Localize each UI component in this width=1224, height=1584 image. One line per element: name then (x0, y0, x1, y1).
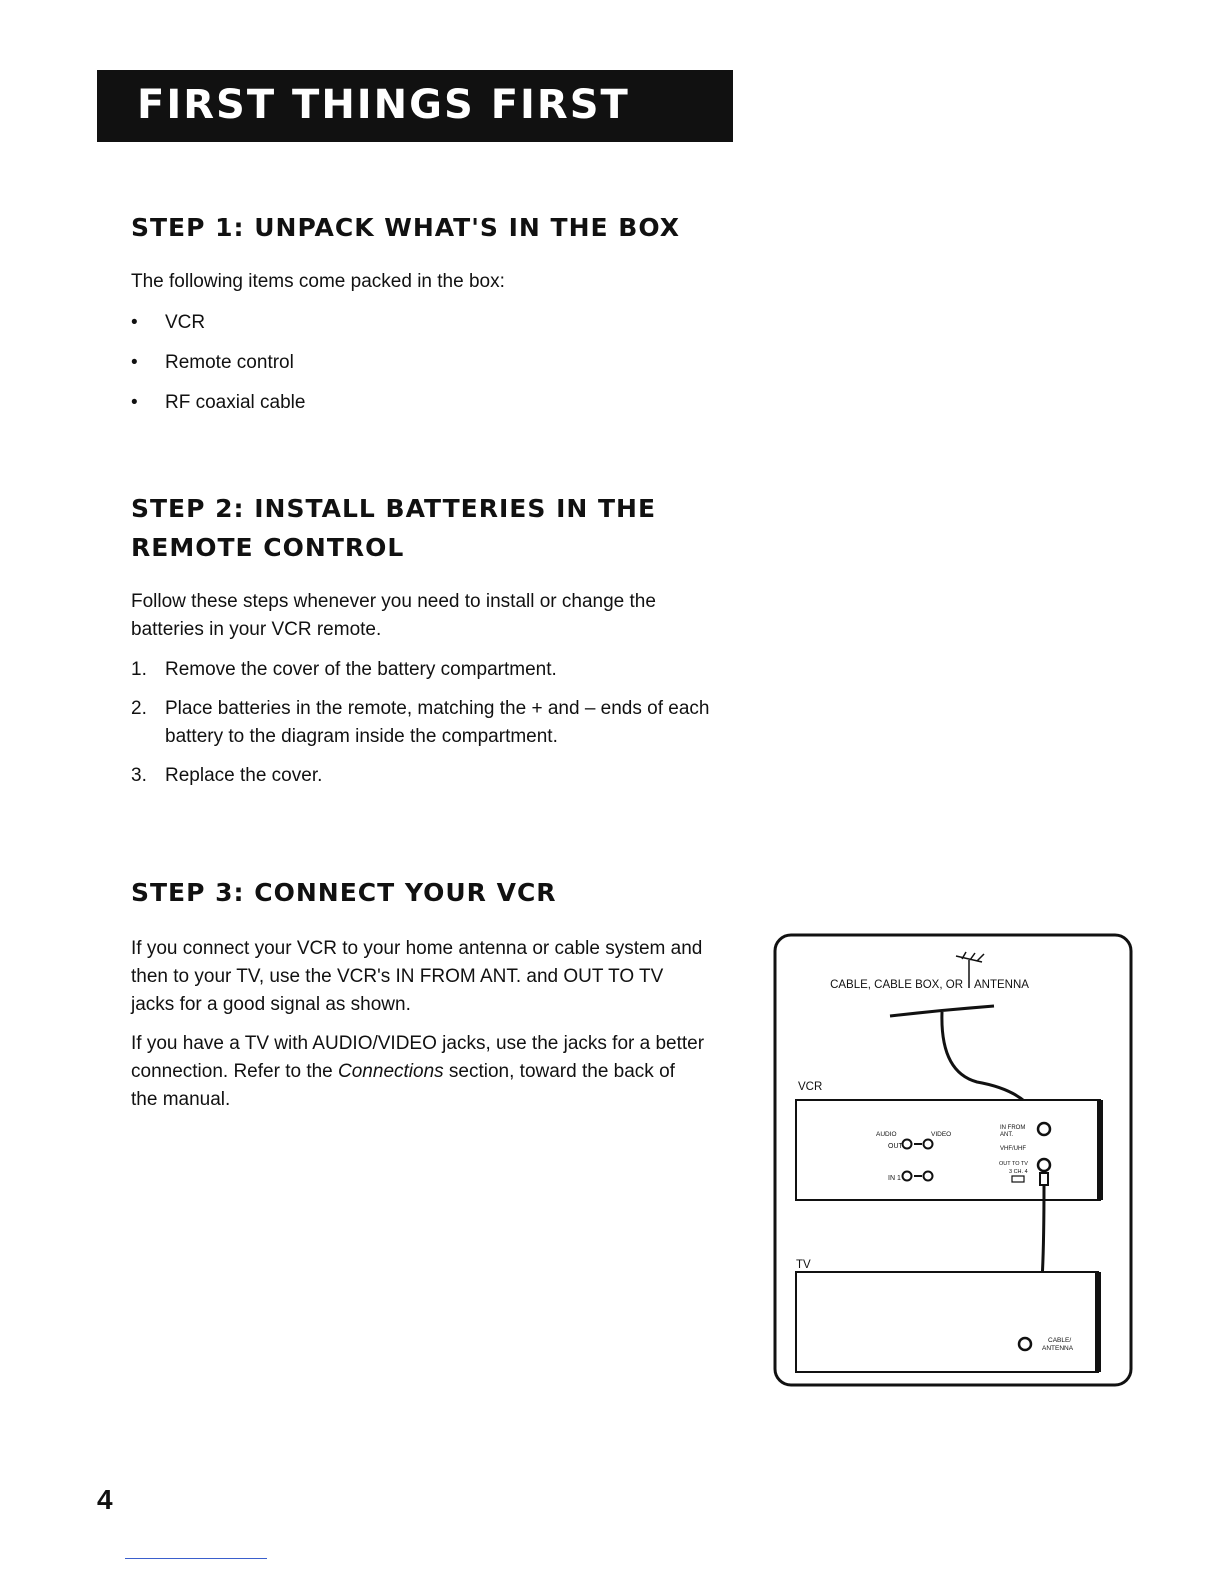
step-number: 3. (131, 765, 147, 786)
section-banner (97, 70, 733, 142)
list-item-text: RF coaxial cable (165, 392, 306, 413)
step2-heading-line1: STEP 2: INSTALL BATTERIES IN THE (131, 494, 657, 523)
step1-heading: STEP 1: UNPACK WHAT'S IN THE BOX (131, 213, 680, 242)
step2-heading-line2: REMOTE CONTROL (131, 533, 405, 562)
in-from-label: IN FROM (1000, 1125, 1026, 1131)
step-number: 1. (131, 659, 147, 680)
step3-para2 (131, 1030, 706, 1114)
bullet-marker: • (131, 392, 138, 413)
tv-jack-label-2: ANTENNA (1042, 1345, 1074, 1352)
tv-antenna-jack (1019, 1338, 1031, 1350)
source-label-left: CABLE, CABLE BOX, OR (830, 979, 963, 991)
step3-para1: If you connect your VCR to your home antenna or cable system and then to your TV, use the VCR's IN FROM ANT. and OUT TO TV jacks for a good signal as shown. (131, 938, 703, 1015)
tv-jack-label-1: CABLE/ (1048, 1337, 1072, 1344)
list-item-text: VCR (165, 312, 206, 333)
step-text: Replace the cover. (165, 765, 323, 786)
out-to-tv-label: OUT TO TV (999, 1161, 1028, 1167)
step2-intro: Follow these steps whenever you need to install or change the batteries in your VCR remote. (131, 591, 656, 640)
connections-reference: Connections (338, 1061, 444, 1082)
bullet-marker: • (131, 312, 138, 333)
list-item (131, 349, 305, 389)
out-label: OUT (888, 1143, 903, 1150)
ant-label: ANT. (1000, 1132, 1014, 1138)
vcr-box (796, 1100, 1100, 1200)
step2-steps-list (131, 656, 731, 801)
para2-text: If you have a TV with AUDIO/VIDEO jacks, use the jacks for a better connection. Refer to the (131, 1033, 705, 1082)
in1-label: IN 1 (888, 1175, 901, 1182)
banner-title: FIRST THINGS FIRST (137, 82, 630, 128)
channel-label: 3 CH. 4 (1009, 1169, 1028, 1175)
in-from-ant-jack (1038, 1123, 1050, 1135)
source-label-right: ANTENNA (974, 979, 1029, 991)
footer-rule (125, 1558, 267, 1559)
list-item (131, 656, 731, 684)
step1-item-list (131, 309, 305, 429)
out-to-tv-jack (1038, 1159, 1050, 1171)
list-item (131, 389, 305, 429)
list-item-text: Remote control (165, 352, 294, 373)
step-number: 2. (131, 698, 147, 719)
page-number: 4 (97, 1484, 113, 1515)
step1-intro: The following items come packed in the box: (131, 271, 505, 292)
audio-label: AUDIO (876, 1131, 897, 1138)
video-label: VIDEO (931, 1131, 952, 1138)
step3-heading: STEP 3: CONNECT YOUR VCR (131, 878, 557, 907)
step-text: Remove the cover of the battery compartment. (165, 659, 557, 680)
tv-label: TV (796, 1259, 811, 1271)
list-item (131, 309, 305, 349)
list-item (131, 695, 731, 751)
step-text: Place batteries in the remote, matching the + and – ends of each battery to the diagram inside the compartment. (165, 698, 710, 747)
connection-diagram (772, 932, 1134, 1388)
cable-connector (1040, 1173, 1048, 1185)
bullet-marker: • (131, 352, 138, 373)
para2-text-end: section, toward the back of the manual. (131, 1061, 675, 1110)
vcr-label: VCR (798, 1081, 823, 1093)
tv-box (796, 1272, 1098, 1372)
list-item (131, 762, 731, 790)
vhf-uhf-label: VHF/UHF (1000, 1146, 1026, 1152)
